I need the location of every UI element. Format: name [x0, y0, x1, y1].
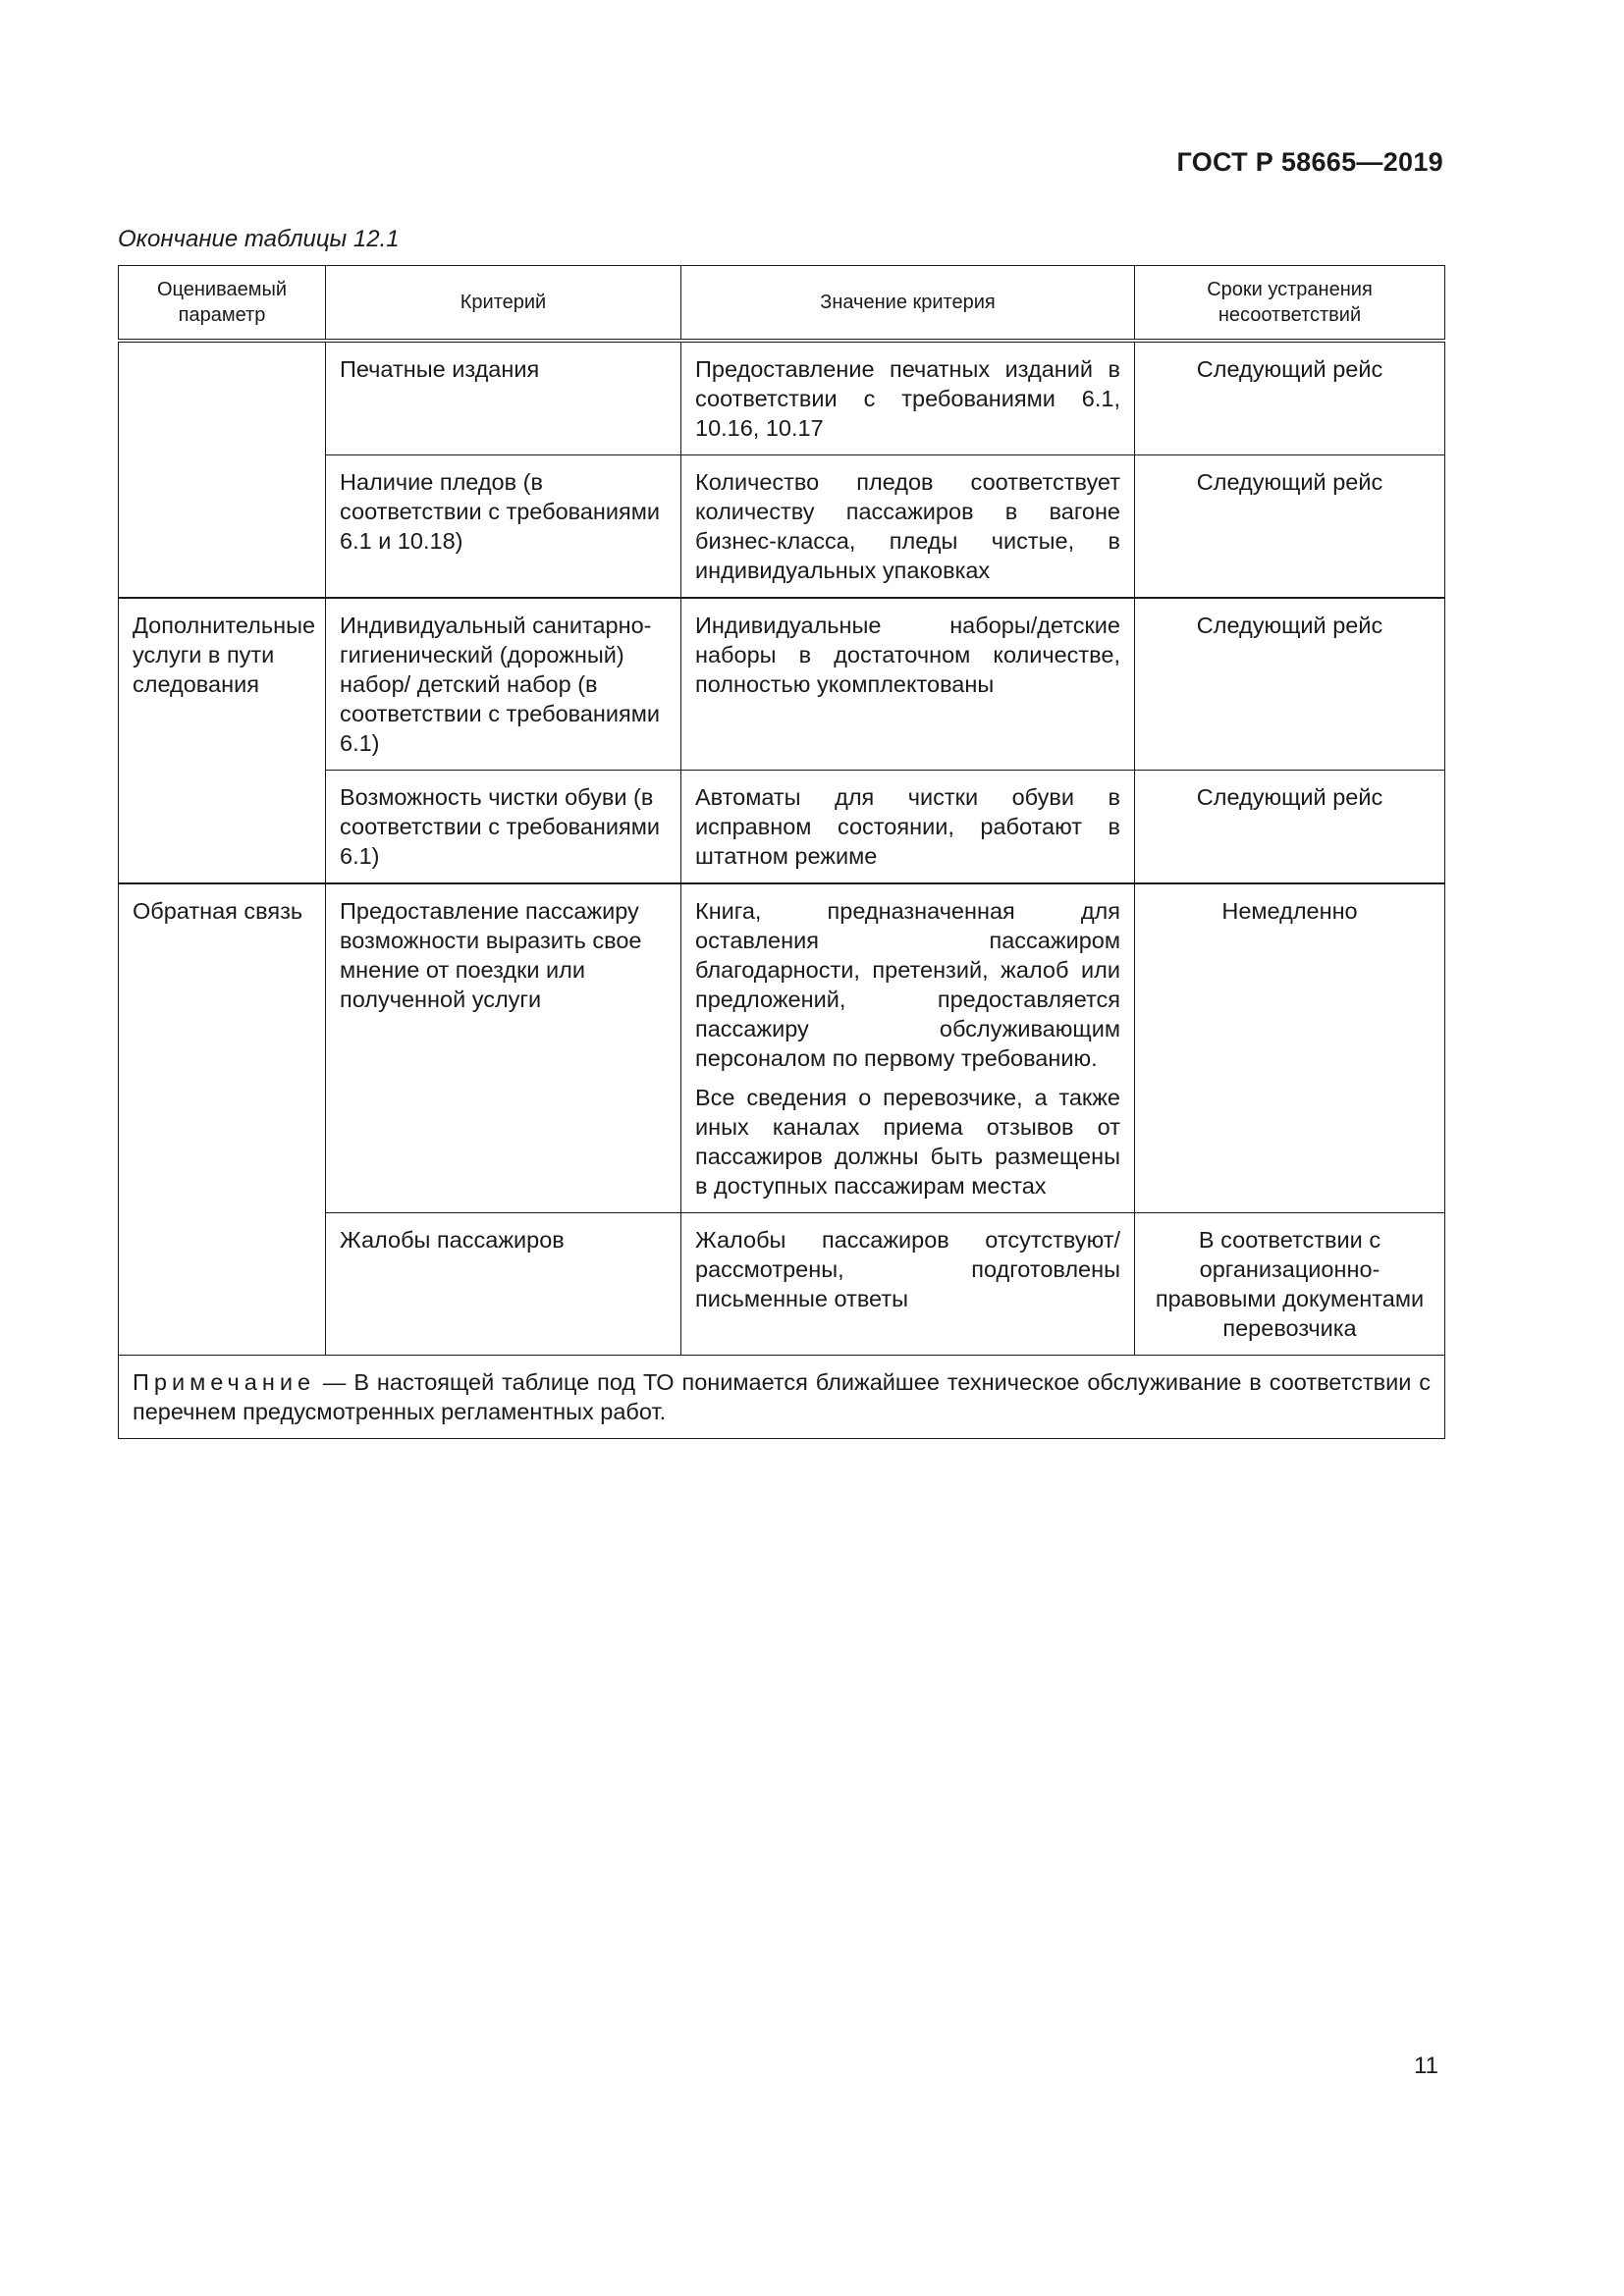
value-text: Книга, предназначенная для оставления пассажиром благодарности, претензий, жалоб или предложений, предоставляется пассажиру обслуживающим персоналом по первому требованию.: [695, 898, 1120, 1071]
value-cell: [681, 598, 1135, 771]
note-text: — В настоящей таблице под ТО понимается ближайшее техническое обслуживание в соответствии с перечнем предусмотренных регламентных работ.: [133, 1369, 1431, 1424]
term-cell: Следующий рейс: [1135, 455, 1445, 599]
parameter-cell: Обратная связь: [119, 883, 326, 1356]
value-cell: [681, 771, 1135, 884]
value-text: Индивидуальные наборы/детские наборы в достаточном количестве, полностью укомплектованы: [695, 613, 1120, 697]
page-number: 11: [1414, 2053, 1438, 2079]
criterion-cell: Индивидуальный санитарно-гигиенический (дорожный) набор/ детский набор (в соответствии с требованиями 6.1): [326, 598, 681, 771]
value-text: Жалобы пассажиров отсутствуют/рассмотрены, подготовлены письменные ответы: [695, 1227, 1120, 1311]
value-text: Предоставление печатных изданий в соответствии с требованиями 6.1, 10.16, 10.17: [695, 356, 1120, 441]
value-cell: [681, 883, 1135, 1213]
value-text: Количество пледов соответствует количеству пассажиров в вагоне бизнес-класса, пледы чистые, в индивидуальных упаковках: [695, 469, 1120, 583]
note-label: Примечание: [133, 1369, 316, 1395]
criteria-table: [118, 265, 1445, 1439]
table-note-row: [119, 1356, 1445, 1439]
table-row: [119, 341, 1445, 455]
term-cell: Немедленно: [1135, 883, 1445, 1213]
table-note: [119, 1356, 1445, 1439]
criterion-cell: Предоставление пассажиру возможности выразить свое мнение от поездки или полученной услуги: [326, 883, 681, 1213]
document-code: ГОСТ Р 58665—2019: [1176, 147, 1443, 177]
value-cell: [681, 341, 1135, 455]
criterion-cell: Наличие пледов (в соответствии с требованиями 6.1 и 10.18): [326, 455, 681, 599]
term-cell: Следующий рейс: [1135, 341, 1445, 455]
term-cell: Следующий рейс: [1135, 598, 1445, 771]
parameter-cell-continued: [119, 341, 326, 598]
term-cell: В соответствии с организационно-правовыми документами перевозчика: [1135, 1213, 1445, 1356]
table-header-row: [119, 266, 1445, 342]
column-header-value: Значение критерия: [681, 266, 1135, 342]
column-header-criterion: Критерий: [326, 266, 681, 342]
value-text: Все сведения о перевозчике, а также иных каналах приема отзывов от пассажиров должны быть размещены в доступных пассажирам местах: [695, 1085, 1120, 1199]
value-text: Автоматы для чистки обуви в исправном состоянии, работают в штатном режиме: [695, 784, 1120, 869]
value-cell: [681, 455, 1135, 599]
criterion-cell: Возможность чистки обуви (в соответствии с требованиями 6.1): [326, 771, 681, 884]
value-cell: [681, 1213, 1135, 1356]
column-header-term: Сроки устранения несоответствий: [1135, 266, 1445, 342]
criterion-cell: Печатные издания: [326, 341, 681, 455]
table-row: [119, 883, 1445, 1213]
term-cell: Следующий рейс: [1135, 771, 1445, 884]
table-row: [119, 598, 1445, 771]
criterion-cell: Жалобы пассажиров: [326, 1213, 681, 1356]
table-caption: Окончание таблицы 12.1: [118, 226, 400, 252]
column-header-parameter: Оцениваемый параметр: [119, 266, 326, 342]
parameter-cell: Дополнительные услуги в пути следования: [119, 598, 326, 883]
